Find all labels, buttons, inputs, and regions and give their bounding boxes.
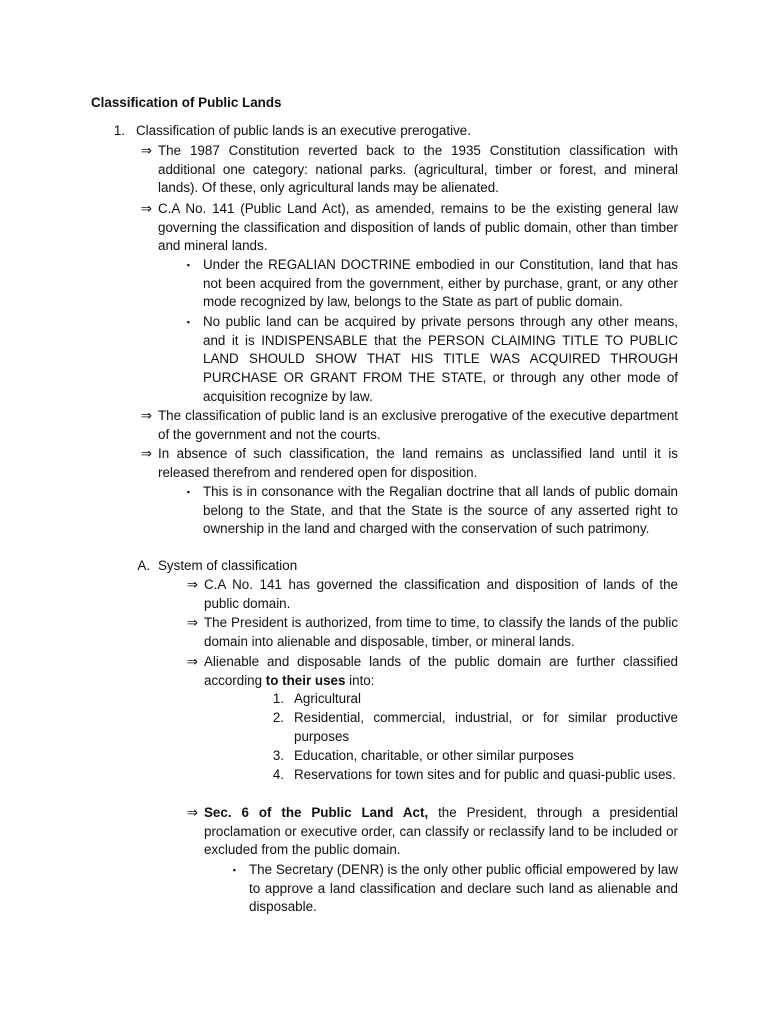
item-text: C.A No. 141 has governed the classification and disposition of lands of the public domain. <box>204 577 678 611</box>
square-bullet-icon: ▪ <box>186 317 190 327</box>
list-number: 2. <box>272 710 284 725</box>
arrow-icon: ⇒ <box>140 408 152 423</box>
list-text: Education, charitable, or other similar purposes <box>294 748 574 763</box>
arrow-icon: ⇒ <box>140 446 152 461</box>
arrow-icon: ⇒ <box>186 805 198 820</box>
item-text: The President is authorized, from time to time, to classify the lands of the public domain into alienable and disposable, timber, or mineral lands. <box>204 615 678 649</box>
square-bullet-icon: ▪ <box>186 260 190 270</box>
arrow-icon: ⇒ <box>186 615 198 630</box>
arrow-icon: ⇒ <box>186 577 198 592</box>
list-text: Reservations for town sites and for public and quasi-public uses. <box>294 767 676 782</box>
arrow-icon: ⇒ <box>140 143 152 158</box>
item-text <box>204 653 678 690</box>
item-text: This is in consonance with the Regalian doctrine that all lands of public domain belong to the State, and that the State is the source of any asserted right to ownership in the land and charged with the conservation of such patrimony. <box>203 484 678 537</box>
item-text: Classification of public lands is an executive prerogative. <box>136 123 471 138</box>
section-title: System of classification <box>158 558 298 573</box>
list-number: 4. <box>272 767 284 782</box>
square-bullet-icon: ▪ <box>232 865 236 875</box>
item-text-part: the President, through a presidential proclamation or executive order, can classify or reclassify land to be included or excluded from the public domain. <box>204 805 678 858</box>
item-text: No public land can be acquired by private persons through any other means, and it is INDISPENSABLE that the PERSON CLAIMING TITLE TO PUBLIC LAND SHOULD SHOW THAT HIS TITLE WAS ACQUIRED THROUGH PURCHASE OR GRANT FROM THE STATE, or through any other mode of acquisition recognize by law. <box>203 314 678 404</box>
item-number: 1. <box>113 123 125 138</box>
square-bullet-icon: ▪ <box>186 487 190 497</box>
item-text-part: Alienable and disposable lands of the public domain are further classified according <box>204 654 678 688</box>
item-text <box>204 804 678 860</box>
item-text: The Secretary (DENR) is the only other public official empowered by law to approve a land classification and declare such land as alienable and disposable. <box>249 862 678 915</box>
item-text: In absence of such classification, the land remains as unclassified land until it is released therefrom and rendered open for disposition. <box>158 446 678 480</box>
item-text-emphasis: Sec. 6 of the Public Land Act, <box>204 805 429 820</box>
item-text: C.A No. 141 (Public Land Act), as amended, remains to be the existing general law governing the classification and disposition of lands of public domain, other than timber and mineral lands. <box>158 201 678 254</box>
arrow-icon: ⇒ <box>140 201 152 216</box>
list-number: 1. <box>272 691 284 706</box>
item-text: Under the REGALIAN DOCTRINE embodied in our Constitution, land that has not been acquired from the government, either by purchase, grant, or any other mode recognized by law, belongs to the State as part of public domain. <box>203 257 678 310</box>
item-text: The 1987 Constitution reverted back to the 1935 Constitution classification with additional one category: national parks. (agricultural, timber or forest, and mineral lands). Of these, only agricultural lands may be alienated. <box>158 143 678 196</box>
page-title: Classification of Public Lands <box>91 95 282 110</box>
item-text: The classification of public land is an exclusive prerogative of the executive department of the government and not the courts. <box>158 408 678 442</box>
item-text-part: into: <box>345 672 375 688</box>
list-number: 3. <box>272 748 284 763</box>
section-letter: A. <box>137 558 150 573</box>
list-text: Residential, commercial, industrial, or for similar productive purposes <box>294 710 678 744</box>
item-text-emphasis: to their uses <box>265 672 346 688</box>
list-text: Agricultural <box>294 691 361 706</box>
arrow-icon: ⇒ <box>186 654 198 669</box>
